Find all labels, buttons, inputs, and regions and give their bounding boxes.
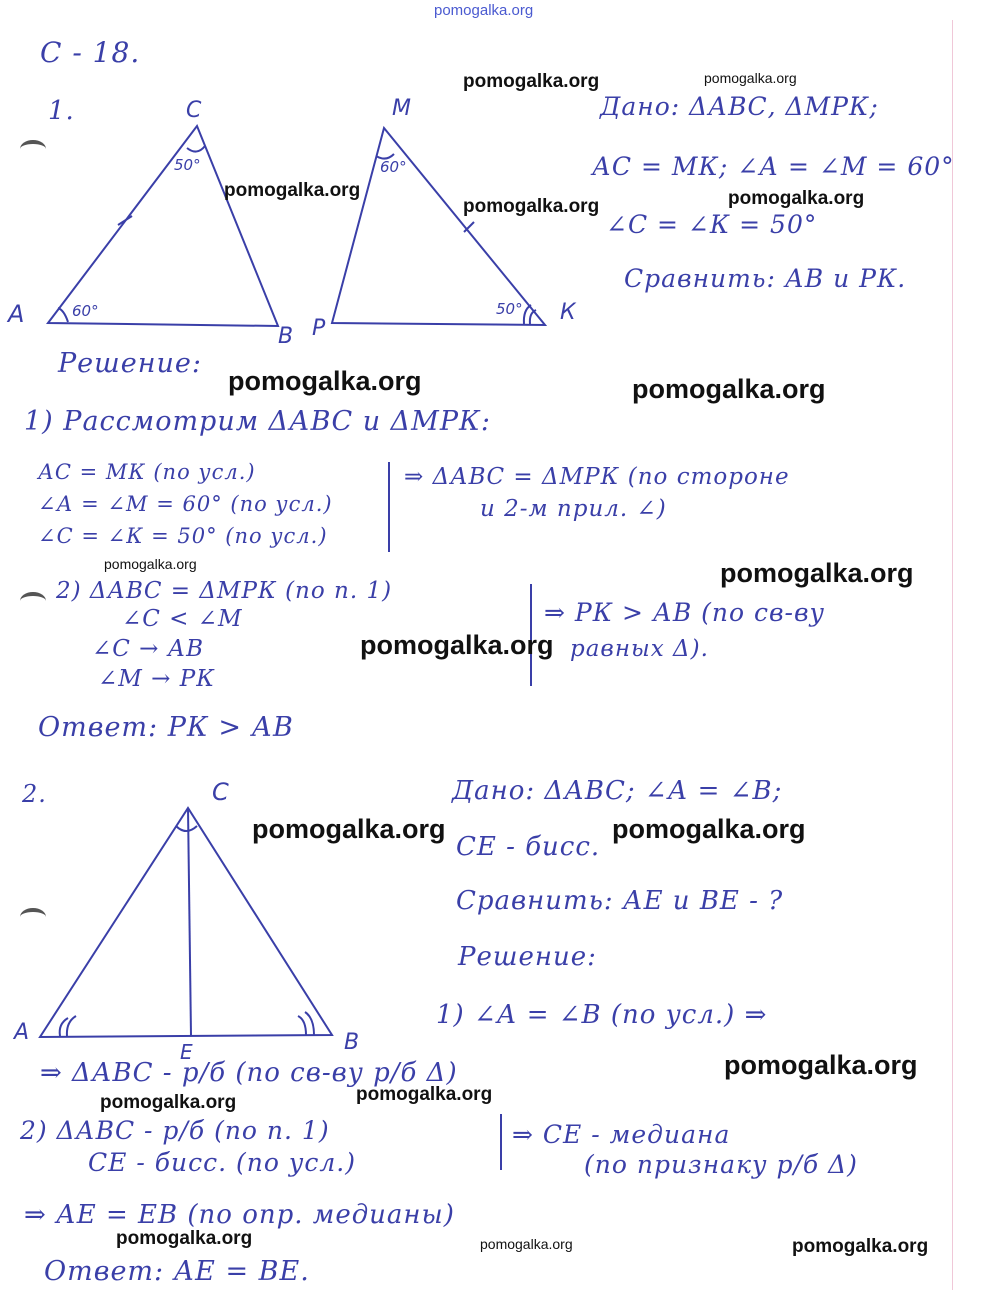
watermark: pomogalka.org — [356, 1084, 493, 1105]
watermark: pomogalka.org — [480, 1236, 573, 1252]
task1-compare: Сравнить: АВ и РК. — [624, 264, 907, 293]
watermark: pomogalka.org — [612, 814, 806, 844]
angle-a-value: 60° — [72, 302, 99, 320]
watermark: pomogalka.org — [724, 1050, 918, 1080]
task2-solution-title: Решение: — [458, 942, 597, 972]
task1-step2-result1: ⇒ РК > АВ (по св-ву — [544, 598, 826, 627]
task2-step1: 1) ∠А = ∠В (по усл.) ⇒ — [436, 1000, 768, 1030]
task1-step1-line1: АС = МК (по усл.) — [38, 460, 256, 484]
point-e-label: Е — [180, 1040, 193, 1064]
angle-c-arc-2 — [176, 826, 197, 831]
watermark: pomogalka.org — [228, 366, 422, 396]
task1-step1-result1: ⇒ ΔАВС = ΔМРК (по стороне — [404, 464, 790, 490]
task2-given-line2: СЕ - бисс. — [456, 832, 601, 862]
watermark: pomogalka.org — [720, 558, 914, 588]
top-watermark: pomogalka.org — [434, 2, 534, 19]
task2-step2-line2: СЕ - бисс. (по усл.) — [88, 1148, 356, 1177]
tick-mark-ac — [118, 216, 132, 225]
page-header: С - 18. — [40, 36, 141, 69]
task1-given-line2: АС = МК; ∠А = ∠М = 60° — [592, 152, 955, 181]
task2-given-line1: Дано: ΔАВС; ∠А = ∠В; — [452, 776, 783, 806]
task1-given-line3: ∠С = ∠К = 50° — [606, 210, 818, 239]
task2-step2-result1: ⇒ СЕ - медиана — [512, 1120, 731, 1149]
angle-a-arc — [58, 308, 68, 322]
task1-step2-line1: 2) ΔАВС = ΔМРК (по п. 1) — [56, 578, 393, 604]
task1-step1-line2: ∠А = ∠М = 60° (по усл.) — [38, 492, 333, 516]
task1-solution-title: Решение: — [58, 348, 202, 379]
task1-step2-line3: ∠С → АВ — [92, 636, 205, 662]
angle-c-arc — [187, 146, 205, 152]
vertex-c-label-2: С — [212, 778, 229, 806]
watermark: pomogalka.org — [100, 1092, 237, 1113]
task1-step2-line2: ∠С < ∠М — [122, 606, 243, 632]
task2-step3: ⇒ АЕ = ЕВ (по опр. медианы) — [24, 1200, 455, 1230]
task2-number: 2. — [22, 780, 47, 808]
vertex-b-label-2: В — [344, 1030, 360, 1055]
task1-step2-line4: ∠М → РК — [98, 666, 215, 692]
watermark: pomogalka.org — [104, 556, 197, 572]
task1-step1-line3: ∠С = ∠К = 50° (по усл.) — [38, 524, 328, 548]
watermark: pomogalka.org — [728, 188, 865, 209]
angle-k-value: 50° — [496, 300, 523, 318]
watermark: pomogalka.org — [704, 70, 797, 86]
watermark: pomogalka.org — [360, 630, 554, 660]
vertex-p-label: Р — [312, 316, 326, 341]
vertex-a-label: А — [8, 300, 25, 328]
task1-given-line1: Дано: ΔАВС, ΔМРК; — [600, 92, 879, 121]
bisector-ce — [188, 808, 191, 1036]
watermark: pomogalka.org — [252, 814, 446, 844]
watermark: pomogalka.org — [792, 1236, 929, 1257]
watermark: pomogalka.org — [632, 374, 826, 404]
angle-m-value: 60° — [380, 158, 407, 176]
watermark: pomogalka.org — [463, 71, 600, 92]
brace-line — [388, 462, 390, 552]
watermark: pomogalka.org — [116, 1228, 253, 1249]
triangle-abc — [48, 126, 278, 326]
vertex-a-label-2: А — [14, 1020, 30, 1045]
vertex-b-label: В — [278, 324, 294, 349]
triangle-mpk — [332, 128, 545, 325]
task1-step2-result2: равных Δ). — [570, 636, 709, 662]
angle-b-arc-2 — [298, 1016, 306, 1035]
task2-step2-line1: 2) ΔАВС - р/б (по п. 1) — [20, 1116, 330, 1145]
vertex-c-label: С — [186, 98, 202, 123]
brace-line-3 — [500, 1114, 502, 1170]
watermark: pomogalka.org — [463, 196, 600, 217]
task2-compare: Сравнить: АЕ и ВЕ - ? — [456, 886, 784, 916]
angle-c-value: 50° — [174, 156, 201, 174]
vertex-m-label: М — [392, 96, 411, 121]
task1-step1-title: 1) Рассмотрим ΔАВС и ΔМРК: — [24, 406, 491, 437]
task1-number: 1. — [48, 96, 75, 126]
task1-step1-result2: и 2-м прил. ∠) — [480, 496, 667, 522]
task2-answer: Ответ: АЕ = ВЕ. — [44, 1256, 310, 1287]
task2-step2-result2: (по признаку р/б Δ) — [584, 1150, 858, 1179]
task1-answer: Ответ: РК > АВ — [38, 712, 294, 743]
vertex-k-label: К — [560, 300, 576, 325]
task2-step1-result: ⇒ ΔАВС - р/б (по св-ву р/б Δ) — [40, 1058, 458, 1088]
watermark: pomogalka.org — [224, 180, 361, 201]
